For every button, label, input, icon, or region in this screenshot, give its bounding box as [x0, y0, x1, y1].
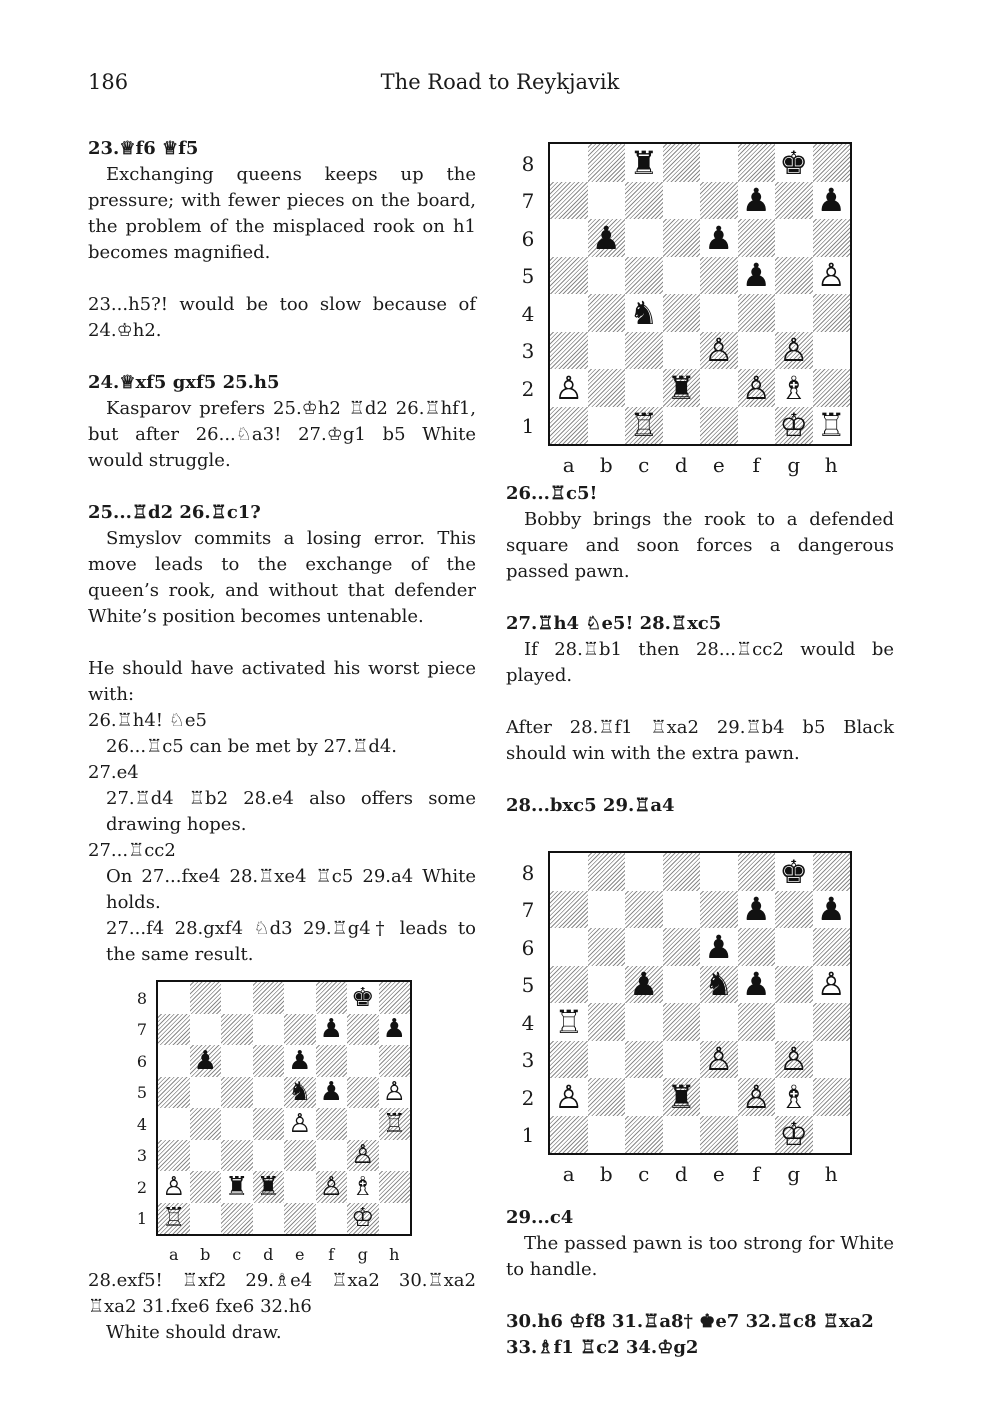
square-f6: [738, 219, 776, 257]
square-b7: [190, 1014, 222, 1046]
square-h4: [813, 294, 851, 332]
square-f8: [316, 982, 348, 1014]
move-heading: 23.♕f6 ♕f5: [88, 138, 199, 159]
square-c3: [221, 1140, 253, 1172]
square-c8: [221, 982, 253, 1014]
square-h8: [813, 144, 851, 182]
square-b7: [588, 891, 626, 929]
square-g4: [775, 1003, 813, 1041]
square-c8: [625, 853, 663, 891]
rank-label: 3: [136, 1146, 148, 1166]
white-bishop-icon: ♗: [351, 1171, 375, 1202]
file-label: c: [638, 1162, 650, 1186]
square-a3: [550, 332, 588, 370]
spacer: [506, 819, 894, 845]
commentary: Exchanging queens keeps up the pressure; with fewer pieces on the board, the problem of the misplaced rook on h1 becomes magnified.: [88, 164, 476, 263]
rank-label: 2: [136, 1177, 148, 1197]
square-e1: [284, 1203, 316, 1235]
spacer: [88, 266, 476, 292]
black-pawn-icon: ♟: [704, 927, 734, 966]
square-c1: [221, 1203, 253, 1235]
rank-label: 7: [136, 1020, 148, 1040]
chessboard: [548, 142, 852, 446]
file-label: d: [674, 1162, 688, 1186]
annotation-line: 23...h5?! would be too slow because of 24.♔h2.: [88, 294, 476, 341]
file-label: d: [263, 1245, 274, 1264]
square-a8: [158, 982, 190, 1014]
commentary: If 28.♖b1 then 28...♖cc2 would be played.: [506, 639, 894, 686]
square-f8: [738, 853, 776, 891]
square-b5: [190, 1077, 222, 1109]
square-e8: [700, 853, 738, 891]
chessboard: [548, 851, 852, 1155]
rank-label: 2: [521, 1085, 535, 1110]
square-b3: [588, 332, 626, 370]
square-c2: [625, 1078, 663, 1116]
annotation-line: 28.exf5! ♖xf2 29.♗e4 ♖xa2 30.♖xa2 ♖xa2 31.fxe6 fxe6 32.h6: [88, 1270, 476, 1317]
white-bishop-icon: ♗: [779, 1077, 809, 1116]
square-h6: [813, 219, 851, 257]
diagram-after-27-cc2: [88, 968, 476, 1268]
white-pawn-icon: ♙: [741, 1077, 771, 1116]
square-b4: [588, 294, 626, 332]
square-g4: [347, 1108, 379, 1140]
annotation-line: 27.e4: [88, 762, 139, 783]
black-rook-icon: ♜: [666, 368, 696, 407]
square-c1: [625, 1116, 663, 1154]
white-pawn-icon: ♙: [816, 965, 846, 1004]
variation: On 27...fxe4 28.♖xe4 ♖c5 29.a4 White holds.: [106, 866, 476, 913]
spacer: [506, 767, 894, 793]
white-rook-icon: ♖: [382, 1108, 406, 1139]
annotation-line: After 28.♖f1 ♖xa2 29.♖b4 b5 Black should win with the extra pawn.: [506, 717, 894, 764]
spacer: [88, 344, 476, 370]
commentary: Smyslov commits a losing error. This move leads to the exchange of the queen’s rook, and without that defender White’s position becomes untenable.: [88, 528, 476, 627]
square-b1: [588, 407, 626, 445]
square-h2: [379, 1171, 411, 1203]
white-rook-icon: ♖: [629, 406, 659, 445]
white-rook-icon: ♖: [162, 1203, 186, 1234]
square-b5: [588, 257, 626, 295]
square-f4: [316, 1108, 348, 1140]
black-pawn-icon: ♟: [741, 965, 771, 1004]
rank-label: 7: [521, 189, 535, 214]
square-d6: [663, 219, 701, 257]
white-pawn-icon: ♙: [382, 1077, 406, 1108]
square-d7: [663, 182, 701, 220]
variation: 26...♖c5 can be met by 27.♖d4.: [106, 736, 398, 757]
annotation-line: 26.♖h4! ♘e5: [88, 710, 208, 731]
move-heading: 25...♖d2 26.♖c1?: [88, 502, 261, 523]
square-h1: [379, 1203, 411, 1235]
black-king-icon: ♚: [779, 852, 809, 891]
variation: White should draw.: [106, 1322, 282, 1343]
square-h6: [379, 1045, 411, 1077]
square-a7: [550, 182, 588, 220]
square-d3: [663, 332, 701, 370]
page-number: 186: [88, 70, 129, 94]
rank-label: 1: [136, 1209, 148, 1229]
file-label: e: [712, 1162, 725, 1186]
square-a5: [158, 1077, 190, 1109]
commentary: The passed pawn is too strong for White to handle.: [506, 1233, 894, 1280]
white-king-icon: ♔: [779, 406, 809, 445]
square-b2: [190, 1171, 222, 1203]
file-label: b: [599, 1162, 613, 1186]
file-label: b: [200, 1245, 211, 1264]
square-h2: [813, 1078, 851, 1116]
square-b4: [588, 1003, 626, 1041]
black-rook-icon: ♜: [256, 1171, 280, 1202]
move-heading: 26...♖c5!: [506, 483, 598, 504]
file-label: e: [712, 453, 725, 477]
square-f3: [316, 1140, 348, 1172]
variation: 27.♖d4 ♖b2 28.e4 also offers some drawing hopes.: [106, 788, 476, 835]
file-label: c: [232, 1245, 242, 1264]
square-c6: [221, 1045, 253, 1077]
square-d4: [663, 294, 701, 332]
black-rook-icon: ♜: [629, 143, 659, 182]
square-e1: [700, 407, 738, 445]
move-heading: 29...c4: [506, 1207, 574, 1228]
white-pawn-icon: ♙: [351, 1140, 375, 1171]
square-g5: [775, 257, 813, 295]
white-pawn-icon: ♙: [554, 368, 584, 407]
file-label: h: [824, 1162, 838, 1186]
square-b1: [190, 1203, 222, 1235]
black-pawn-icon: ♟: [629, 965, 659, 1004]
file-label: d: [674, 453, 688, 477]
square-c6: [625, 928, 663, 966]
square-d5: [253, 1077, 285, 1109]
square-d6: [253, 1045, 285, 1077]
rank-label: 4: [136, 1114, 148, 1134]
black-pawn-icon: ♟: [288, 1045, 312, 1076]
rank-label: 6: [136, 1051, 148, 1071]
square-a3: [550, 1041, 588, 1079]
black-knight-icon: ♞: [288, 1077, 312, 1108]
spacer: [506, 689, 894, 715]
square-e5: [700, 257, 738, 295]
file-label: f: [752, 1162, 760, 1186]
square-a6: [550, 219, 588, 257]
square-e2: [284, 1171, 316, 1203]
rank-label: 1: [521, 414, 535, 439]
square-c7: [625, 891, 663, 929]
black-pawn-icon: ♟: [741, 181, 771, 220]
square-c5: [625, 257, 663, 295]
black-pawn-icon: ♟: [319, 1014, 343, 1045]
black-pawn-icon: ♟: [319, 1077, 343, 1108]
square-f3: [738, 332, 776, 370]
file-label: g: [787, 453, 801, 477]
white-pawn-icon: ♙: [816, 256, 846, 295]
diagram-after-26-c1: [506, 136, 894, 481]
black-pawn-icon: ♟: [193, 1045, 217, 1076]
square-g6: [775, 928, 813, 966]
square-f1: [316, 1203, 348, 1235]
square-a1: [550, 407, 588, 445]
square-b3: [588, 1041, 626, 1079]
square-e2: [700, 369, 738, 407]
square-b8: [588, 853, 626, 891]
square-f1: [738, 1116, 776, 1154]
square-f3: [738, 1041, 776, 1079]
square-b5: [588, 966, 626, 1004]
square-e4: [700, 294, 738, 332]
rank-label: 8: [521, 860, 535, 885]
square-d8: [253, 982, 285, 1014]
square-d8: [663, 853, 701, 891]
square-b8: [190, 982, 222, 1014]
black-rook-icon: ♜: [666, 1077, 696, 1116]
file-label: f: [752, 453, 760, 477]
file-label: b: [599, 453, 613, 477]
square-g7: [775, 891, 813, 929]
white-pawn-icon: ♙: [288, 1108, 312, 1139]
rank-label: 4: [521, 1010, 535, 1035]
black-knight-icon: ♞: [704, 965, 734, 1004]
file-label: g: [357, 1245, 368, 1264]
file-label: h: [824, 453, 838, 477]
square-d5: [663, 257, 701, 295]
square-c7: [625, 182, 663, 220]
white-pawn-icon: ♙: [162, 1171, 186, 1202]
spacer: [88, 630, 476, 656]
commentary: Bobby brings the rook to a defended square and soon forces a dangerous passed pawn.: [506, 509, 894, 582]
square-g6: [347, 1045, 379, 1077]
square-d4: [253, 1108, 285, 1140]
square-e3: [284, 1140, 316, 1172]
square-b3: [190, 1140, 222, 1172]
square-c3: [625, 1041, 663, 1079]
black-pawn-icon: ♟: [591, 218, 621, 257]
white-king-icon: ♔: [351, 1203, 375, 1234]
square-a6: [158, 1045, 190, 1077]
square-h3: [813, 332, 851, 370]
file-label: c: [638, 453, 650, 477]
rank-label: 6: [521, 935, 535, 960]
square-b7: [588, 182, 626, 220]
move-heading: 27.♖h4 ♘e5! 28.♖xc5: [506, 613, 722, 634]
square-a4: [550, 294, 588, 332]
file-label: g: [787, 1162, 801, 1186]
square-h1: [813, 1116, 851, 1154]
rank-label: 8: [521, 151, 535, 176]
white-pawn-icon: ♙: [779, 1040, 809, 1079]
square-h4: [813, 1003, 851, 1041]
file-label: a: [168, 1245, 179, 1264]
square-a8: [550, 853, 588, 891]
square-d8: [663, 144, 701, 182]
square-h8: [813, 853, 851, 891]
square-d7: [663, 891, 701, 929]
white-bishop-icon: ♗: [779, 368, 809, 407]
square-h6: [813, 928, 851, 966]
file-label: h: [389, 1245, 400, 1264]
square-f6: [316, 1045, 348, 1077]
square-c2: [625, 369, 663, 407]
rank-label: 5: [521, 264, 535, 289]
black-pawn-icon: ♟: [741, 890, 771, 929]
square-c4: [625, 1003, 663, 1041]
square-d4: [663, 1003, 701, 1041]
spacer: [88, 474, 476, 500]
white-rook-icon: ♖: [816, 406, 846, 445]
square-a3: [158, 1140, 190, 1172]
black-pawn-icon: ♟: [816, 890, 846, 929]
white-pawn-icon: ♙: [319, 1171, 343, 1202]
diagram-after-29-a4: [506, 845, 894, 1205]
chessboard: [156, 980, 412, 1236]
square-e7: [700, 182, 738, 220]
black-king-icon: ♚: [779, 143, 809, 182]
move-heading: 30.h6 ♔f8 31.♖a8† ♚e7 32.♖c8 ♖xa2 33.♗f1 ♖c2 34.♔g2: [506, 1311, 874, 1358]
file-label: f: [328, 1245, 335, 1264]
square-g5: [775, 966, 813, 1004]
square-d1: [253, 1203, 285, 1235]
commentary: Kasparov prefers 25.♔h2 ♖d2 26.♖hf1, but after 26...♘a3! 27.♔g1 b5 White would struggle.: [88, 398, 476, 471]
rank-label: 1: [521, 1123, 535, 1148]
square-e7: [700, 891, 738, 929]
square-c4: [221, 1108, 253, 1140]
square-g4: [775, 294, 813, 332]
square-e2: [700, 1078, 738, 1116]
square-d5: [663, 966, 701, 1004]
square-e1: [700, 1116, 738, 1154]
rank-label: 2: [521, 376, 535, 401]
square-a6: [550, 928, 588, 966]
square-f8: [738, 144, 776, 182]
variation: 27...f4 28.gxf4 ♘d3 29.♖g4† leads to the same result.: [106, 918, 476, 965]
file-label: a: [562, 1162, 575, 1186]
move-heading: 28...bxc5 29.♖a4: [506, 795, 675, 816]
square-e4: [700, 1003, 738, 1041]
square-e7: [284, 1014, 316, 1046]
square-g5: [347, 1077, 379, 1109]
square-h3: [379, 1140, 411, 1172]
square-h2: [813, 369, 851, 407]
square-h3: [813, 1041, 851, 1079]
square-a8: [550, 144, 588, 182]
white-pawn-icon: ♙: [704, 1040, 734, 1079]
black-pawn-icon: ♟: [704, 218, 734, 257]
file-label: a: [562, 453, 575, 477]
black-pawn-icon: ♟: [816, 181, 846, 220]
black-pawn-icon: ♟: [741, 256, 771, 295]
square-g7: [775, 182, 813, 220]
square-b2: [588, 369, 626, 407]
annotation-line: 27...♖cc2: [88, 840, 176, 861]
square-c7: [221, 1014, 253, 1046]
rank-label: 5: [521, 973, 535, 998]
square-a5: [550, 257, 588, 295]
running-title: The Road to Reykjavik: [380, 70, 620, 94]
square-a1: [550, 1116, 588, 1154]
square-c6: [625, 219, 663, 257]
square-b6: [588, 928, 626, 966]
square-f6: [738, 928, 776, 966]
black-king-icon: ♚: [351, 982, 375, 1013]
white-pawn-icon: ♙: [554, 1077, 584, 1116]
square-d3: [253, 1140, 285, 1172]
white-king-icon: ♔: [779, 1115, 809, 1154]
square-a4: [158, 1108, 190, 1140]
square-b4: [190, 1108, 222, 1140]
black-pawn-icon: ♟: [382, 1014, 406, 1045]
rank-label: 8: [136, 988, 148, 1008]
right-column: [506, 136, 894, 1361]
rank-label: 4: [521, 301, 535, 326]
black-rook-icon: ♜: [225, 1171, 249, 1202]
square-d1: [663, 1116, 701, 1154]
square-a7: [550, 891, 588, 929]
file-label: e: [295, 1245, 305, 1264]
square-f4: [738, 1003, 776, 1041]
square-d7: [253, 1014, 285, 1046]
square-b1: [588, 1116, 626, 1154]
rank-label: 3: [521, 339, 535, 364]
square-a7: [158, 1014, 190, 1046]
left-column: [88, 136, 476, 1346]
rank-label: 5: [136, 1083, 148, 1103]
square-b2: [588, 1078, 626, 1116]
spacer: [506, 1283, 894, 1309]
rank-label: 6: [521, 226, 535, 251]
annotation-line: He should have activated his worst piece with:: [88, 658, 476, 705]
square-d3: [663, 1041, 701, 1079]
square-h8: [379, 982, 411, 1014]
square-f4: [738, 294, 776, 332]
move-heading: 24.♕xf5 gxf5 25.h5: [88, 372, 280, 393]
white-pawn-icon: ♙: [704, 331, 734, 370]
square-a5: [550, 966, 588, 1004]
rank-label: 3: [521, 1048, 535, 1073]
white-rook-icon: ♖: [554, 1002, 584, 1041]
square-g7: [347, 1014, 379, 1046]
rank-label: 7: [521, 898, 535, 923]
square-f1: [738, 407, 776, 445]
black-knight-icon: ♞: [629, 293, 659, 332]
square-b8: [588, 144, 626, 182]
square-c5: [221, 1077, 253, 1109]
square-d1: [663, 407, 701, 445]
white-pawn-icon: ♙: [779, 331, 809, 370]
square-d6: [663, 928, 701, 966]
square-e8: [700, 144, 738, 182]
square-g6: [775, 219, 813, 257]
square-c3: [625, 332, 663, 370]
spacer: [506, 585, 894, 611]
white-pawn-icon: ♙: [741, 368, 771, 407]
square-e8: [284, 982, 316, 1014]
